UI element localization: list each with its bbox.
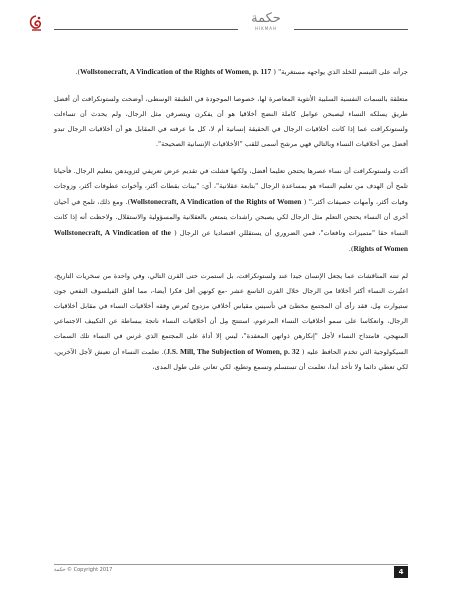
paragraph-3-middle: ). ومع ذلك، تلمح في أحيان أخرى أن النساء يحتجن التعلم مثل الرجال لكي يصبحن راشدات يتمتعن بالعقلانية والمسؤولية والاستقلال. ولاحظت أنه إذا كانت النساء حقا "متميزات ونافعات"، فمن الضروري أن يستقللن اقتصاديا عن الرجال (: [54, 198, 408, 237]
brand-arabic: حكمة: [251, 11, 281, 26]
brand-logo: [244, 12, 288, 31]
paragraph-3-tail: ).: [348, 245, 354, 253]
citation: Wollstonecraft, A Vindication of the Rights of Women, p. 117: [79, 67, 272, 76]
paragraph-4-text: لم تنته المناقشات عما يجعل الإنسان جيدا عند ولستونكرافت، بل استمرت حتى القرن التالي، وفي واحدة من سخريات التاريخ، اعتُبرت النساء أكثر أخلاقا من الرجال خلال القرن التاسع عشر -مع كونهن أقل فكرا أيضا-، مما أقلق الفيلسوف النفعي جون ستيوارت مِل، فقد رأى أن المجتمع مخطئ في تأسيس مقياس أخلاقي مزدوج تُعرض وفقه أخلاقيات النساء في مقابل أخلاقيات الرجال، وانعكاسا على سمو أخلاقيات النساء المزعوم، استنتج مِل أن أخلاقيات النساء ناتجة ببساطة عن التكييف الاجتماعي المنهجي، فامتداح النساء لأجل "إنكارهن ذواتهن المعقدة"، ليس إلا أداة على المجتمع الذي غرس في النساء تلك السمات السيكولوجية التي تخدم الحافظ عليه (: [54, 272, 408, 356]
hikmah-logo-icon: [27, 14, 45, 34]
footer-rule: [54, 564, 408, 565]
paragraph-3: [54, 164, 408, 257]
page-number: 4: [394, 566, 408, 578]
citation: Wollstonecraft, A Vindication of the Rights of Women: [130, 197, 302, 206]
citation: Wollstonecraft, A Vindication of the Rights of Women: [54, 228, 408, 253]
page-header: [0, 0, 463, 40]
header-rule-left: [54, 29, 238, 30]
copyright-text: حكمة © Copyright 2017: [54, 567, 113, 573]
citation: J.S. Mill, The Subjection of Women, p. 32: [166, 347, 300, 356]
paragraph-3-text: أكدت ولستونكرافت أن نساء عصرها يحتجن تعليما أفضل، ولكنها فشلت في تقديم عرض تعريفي لتزويدهن بتعليم الرجال. فأحيانا تلمح أن الهدف من تعليم النساء هو بمساعدة الرجال "بتابعة عقلانية"، أي: "بينات بقطات أكثر، وأخوات عطوفات أكثر، وزوجات وفيات أكثر، وأمهات حصيفات أكثر." (: [54, 167, 408, 206]
paragraph-4-tail: ). تعلمت النساء أن تعيش لأجل الآخرين، لكي تعطي دائما ولا تأخذ أبدا، تعلمت أن تستسلم وتسمع وتطيع، لكي تعاني على طول المدى،: [54, 348, 408, 371]
article-body: [54, 64, 408, 387]
paragraph-2: [54, 92, 408, 152]
paragraph-2-text: متعلقة بالسمات النفسية السلبية الأنثوية المعاصرة لها، خصوصا الموجودة في الطبقة الوسطى، أوضحت ولستونكرافت أن أفضل طريق يسلكه النساء ليصبحن عوامل كاملة النضج أخلاقيا هو أن يفكرن ويتصرفن مثل الرجال، ولم يحدث أن تساءلت ولستونكرافت عما إذا كانت أخلاقيات الرجال في الحقيقة إنسانية أم لا، كل ما عرفته في المقابل هو أن أخلاقيات الرجال تبدو أفضل من أخلاقيات النساء وبالتالي فهي مرشح أسمى للقب "الأخلاقيات الإنسانية الصحيحة".: [54, 95, 408, 148]
header-rule-right: [294, 29, 408, 30]
paragraph-1: [54, 64, 408, 80]
paragraph-4: [54, 269, 408, 375]
page-footer: [0, 560, 463, 599]
brand-latin: HIKMAH: [254, 26, 277, 31]
paragraph-1-text: جرأته على التبسم للخلد الذي يواجهه مستغربة" (: [273, 68, 408, 76]
paragraph-1-tail: ).: [75, 68, 80, 76]
